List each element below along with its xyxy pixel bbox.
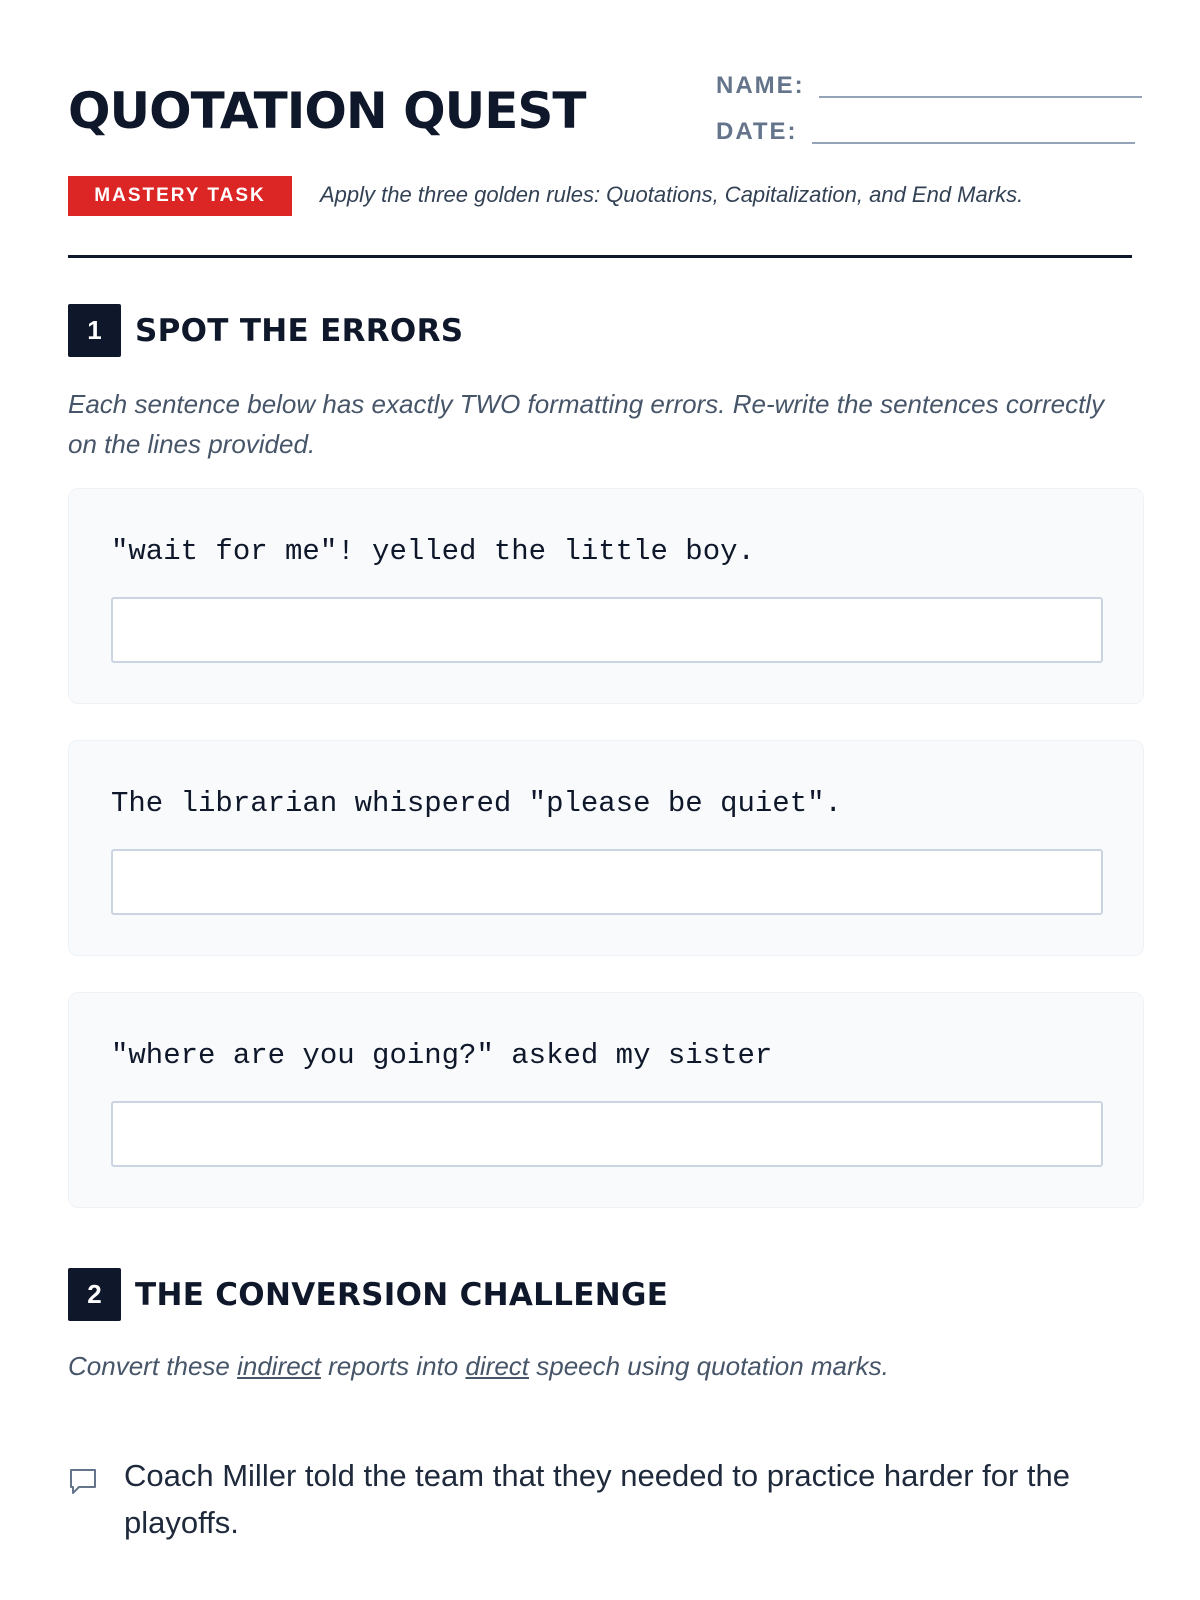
section-2-instructions [68, 1346, 1128, 1386]
worksheet-header [68, 0, 1132, 258]
emphasis-direct: direct [465, 1351, 530, 1381]
emphasis-indirect: indirect [237, 1351, 321, 1381]
error-sentence: The librarian whispered "please be quiet". [111, 787, 842, 820]
tagline: Apply the three golden rules: Quotations, Capitalization, and End Marks. [320, 182, 1024, 207]
indirect-report-text: Coach Miller told the team that they needed to practice harder for the playoffs. [124, 1458, 1071, 1540]
error-sentence: "where are you going?" asked my sister [111, 1039, 773, 1072]
name-line[interactable] [819, 70, 1142, 98]
answer-input[interactable] [111, 1101, 1103, 1167]
section-title: THE CONVERSION CHALLENGE [135, 1276, 669, 1313]
name-label: NAME: [716, 72, 805, 99]
section-number-badge: 1 [68, 304, 121, 357]
error-card [68, 488, 1144, 704]
section-title: SPOT THE ERRORS [135, 312, 464, 349]
error-card [68, 740, 1144, 956]
name-field[interactable] [716, 70, 1142, 98]
date-line[interactable] [812, 116, 1135, 144]
date-label: DATE: [716, 118, 798, 145]
date-field[interactable] [716, 116, 1135, 144]
instructions-text: speech using quotation marks. [529, 1351, 889, 1381]
worksheet-title: QUOTATION QUEST [68, 82, 586, 140]
section-2-heading [68, 1268, 668, 1321]
conversion-item [68, 1452, 1144, 1546]
instructions-text: Convert these [68, 1351, 238, 1381]
instructions-text: reports into [320, 1351, 466, 1381]
section-1-heading [68, 304, 463, 357]
error-card [68, 992, 1144, 1208]
speech-bubble-icon [68, 1466, 98, 1496]
section-1-instructions: Each sentence below has exactly TWO formatting errors. Re-write the sentences correctly on the lines provided. [68, 389, 1105, 459]
answer-input[interactable] [111, 597, 1103, 663]
section-number-badge: 2 [68, 1268, 121, 1321]
error-sentence: "wait for me"! yelled the little boy. [111, 535, 755, 568]
answer-input[interactable] [111, 849, 1103, 915]
mastery-task-badge: MASTERY TASK [68, 176, 292, 216]
